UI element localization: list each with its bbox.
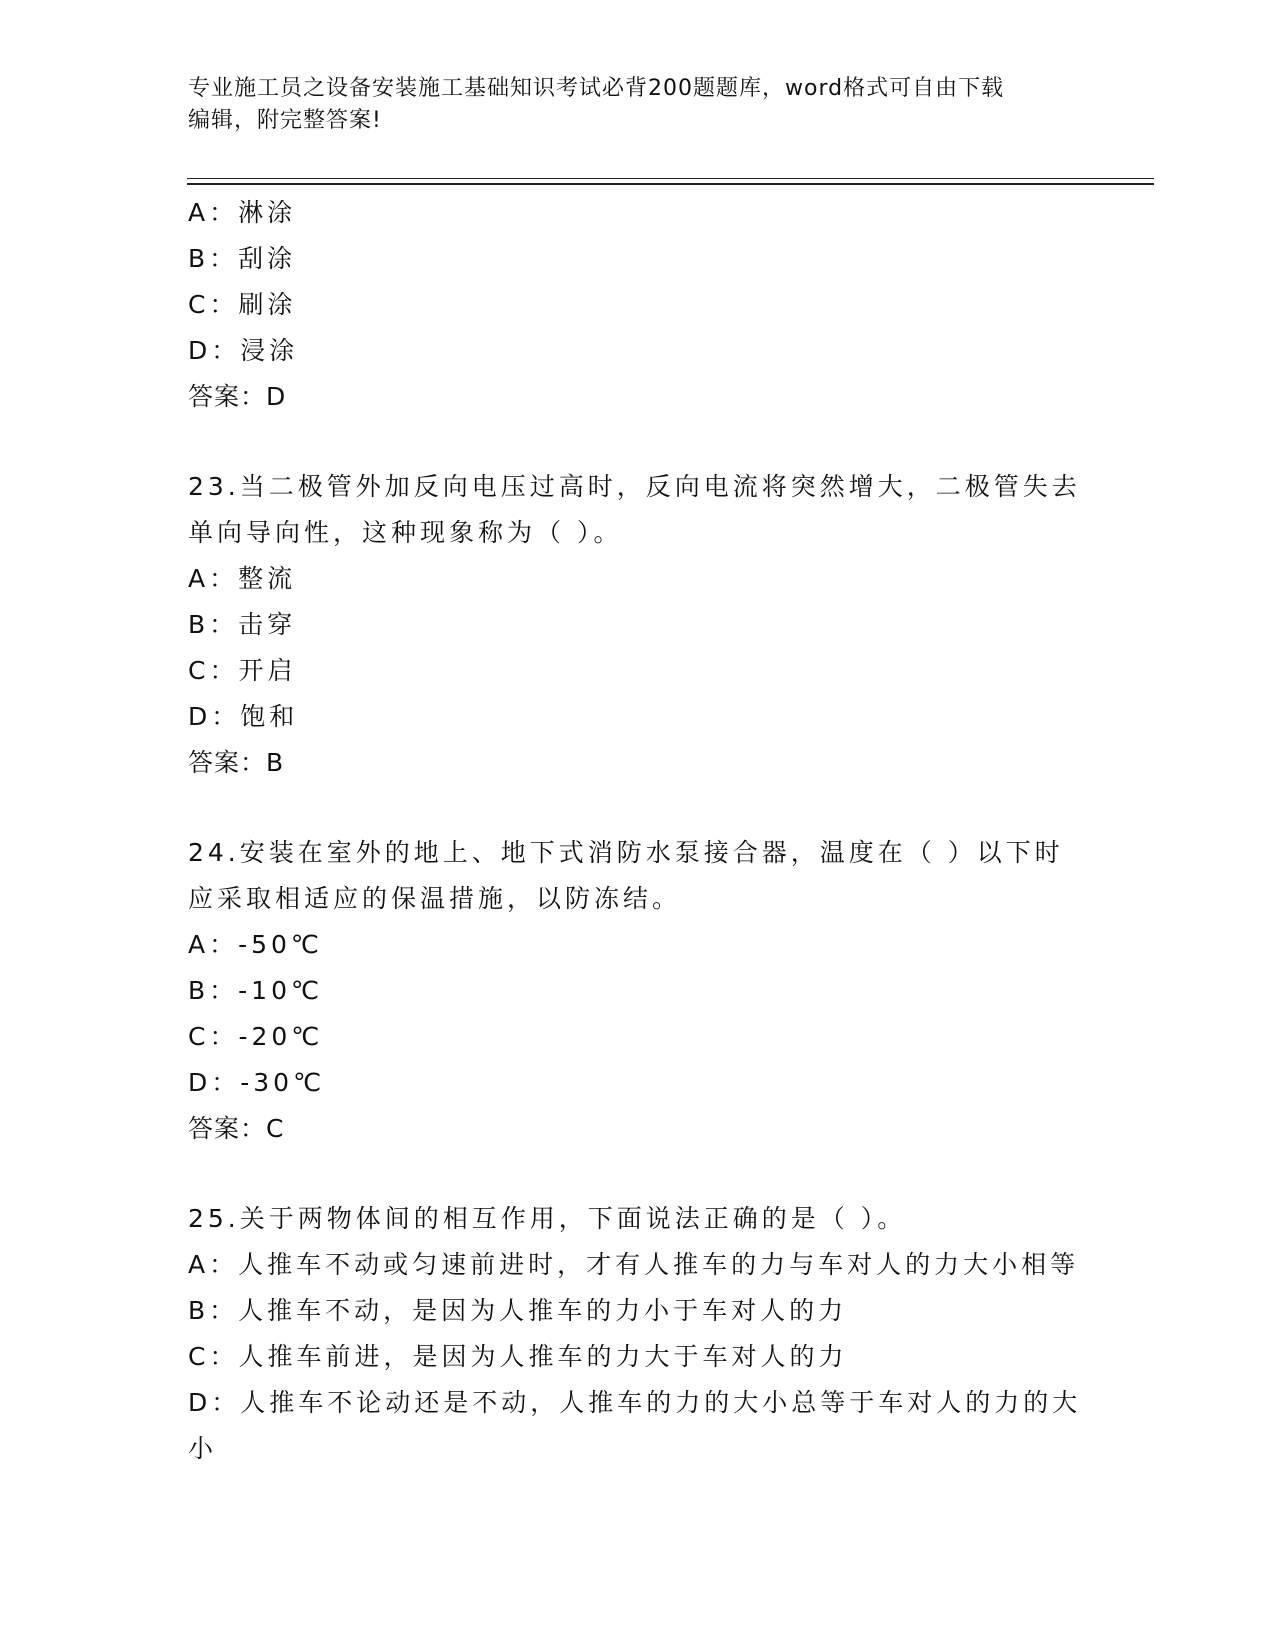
header-title-line-2: 编辑，附完整答案! [188,108,382,133]
option-d: D：人推车不论动还是不动，人推车的力的大小总等于车对人的力的大 [188,1388,1082,1417]
option-d-continued: 小 [188,1434,218,1463]
option-a: A：人推车不动或匀速前进时，才有人推车的力与车对人的力大小相等 [188,1250,1080,1279]
option-b: B：人推车不动，是因为人推车的力小于车对人的力 [188,1296,848,1325]
option-a: A：整流 [188,564,297,593]
question-22 [188,190,1088,420]
question-stem-continued: 单向导向性，这种现象称为（ ）。 [188,518,623,547]
option-a: A：淋涂 [188,198,297,227]
question-24 [188,830,1088,1152]
question-stem: 24.安装在室外的地上、地下式消防水泵接合器，温度在（ ）以下时 [188,838,1064,867]
option-b: B：-10℃ [188,976,324,1005]
question-stem: 25.关于两物体间的相互作用，下面说法正确的是（ ）。 [188,1204,907,1233]
option-d: D：浸涂 [188,336,299,365]
question-list [188,190,1088,1472]
option-c: C：开启 [188,656,297,685]
answer: 答案：C [188,1114,285,1143]
question-stem: 23.当二极管外加反向电压过高时，反向电流将突然增大，二极管失去 [188,472,1081,501]
option-d: D：-30℃ [188,1068,326,1097]
question-25 [188,1196,1088,1472]
spacer [188,1152,1088,1196]
option-c: C：-20℃ [188,1022,324,1051]
question-stem-continued: 应采取相适应的保温措施，以防冻结。 [188,884,682,913]
answer: 答案：B [188,748,285,777]
option-c: C：人推车前进，是因为人推车的力大于车对人的力 [188,1342,848,1371]
answer: 答案：D [188,382,287,411]
header-title-line-1: 专业施工员之设备安装施工基础知识考试必背200题题库，word格式可自由下载 [188,76,1005,101]
option-b: B：刮涂 [188,244,297,273]
question-23 [188,464,1088,786]
option-c: C：刷涂 [188,290,297,319]
spacer [188,786,1088,830]
option-d: D：饱和 [188,702,299,731]
option-a: A：-50℃ [188,930,324,959]
option-b: B：击穿 [188,610,297,639]
header-divider [187,178,1154,185]
document-header [188,73,1088,137]
spacer [188,420,1088,464]
